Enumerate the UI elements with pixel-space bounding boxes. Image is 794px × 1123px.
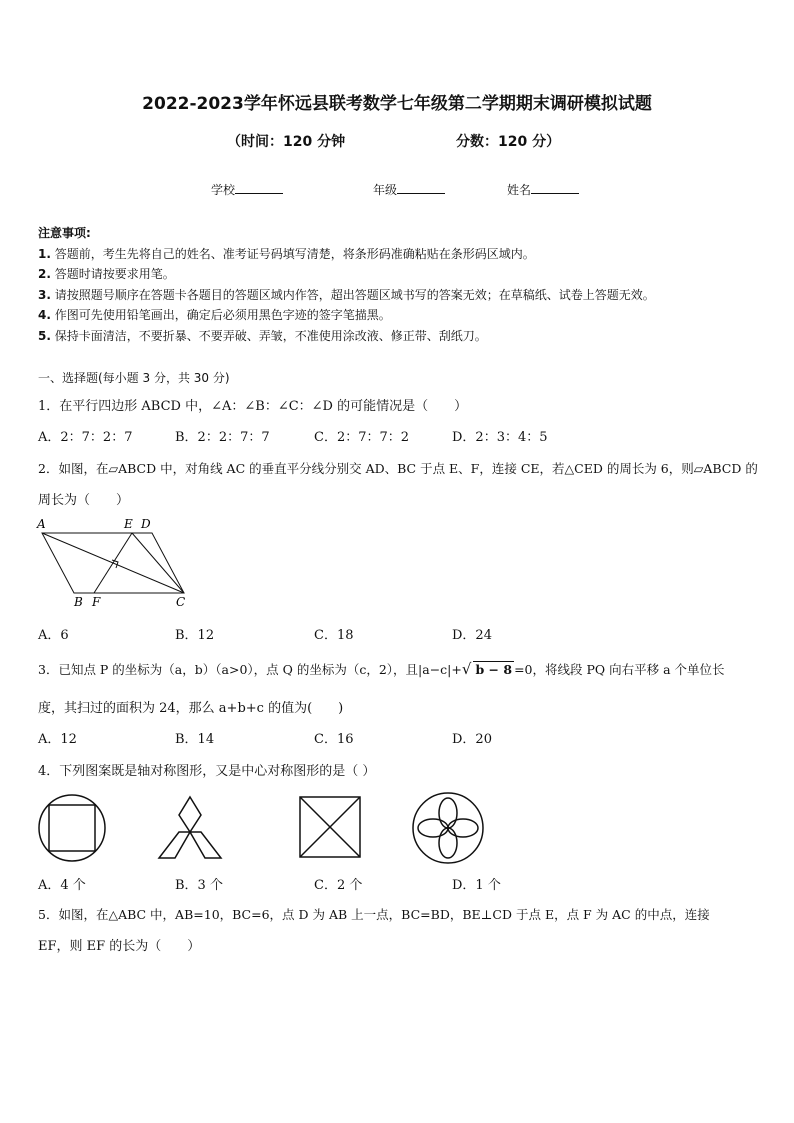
grade-label: 年级 bbox=[373, 183, 398, 197]
label-f: F bbox=[92, 595, 101, 609]
grade-field bbox=[373, 181, 445, 198]
label-d: D bbox=[141, 517, 151, 531]
q3-text-part1: 3．已知点 P 的坐标为（a，b）（a>0），点 Q 的坐标为（c，2），且|a−c|+ bbox=[38, 662, 462, 677]
q4-option-a: A．4 个 bbox=[38, 878, 86, 893]
sqrt-icon: √ bbox=[461, 660, 472, 678]
label-a: A bbox=[37, 517, 46, 531]
label-e: E bbox=[124, 517, 133, 531]
question-3-line2: 度，其扫过的面积为 24，那么 a+b+c 的值为( ) bbox=[38, 701, 344, 716]
note-item: 2. 答题时请按要求用笔。 bbox=[38, 267, 175, 282]
name-blank bbox=[531, 181, 579, 194]
note-item: 5. 保持卡面清洁，不要折暴、不要弄破、弄皱，不准使用涂改液、修正带、刮纸刀。 bbox=[38, 328, 487, 343]
section-heading: 一、选择题(每小题 3 分，共 30 分) bbox=[38, 371, 230, 385]
q4-option-c: C．2 个 bbox=[314, 878, 363, 893]
exam-time: （时间：120 分钟 bbox=[227, 134, 346, 150]
question-5-line2: EF，则 EF 的长为（ ） bbox=[38, 939, 201, 954]
question-2-line2: 周长为（ ） bbox=[38, 493, 130, 508]
q3-text-part2: =0，将线段 PQ 向右平移 a 个单位长 bbox=[514, 662, 725, 677]
q3-option-a: A．12 bbox=[38, 732, 77, 747]
label-c: C bbox=[176, 595, 186, 609]
notes-heading: 注意事项: bbox=[38, 226, 91, 240]
three-rhombus-figure bbox=[155, 794, 227, 862]
question-5-line1: 5．如图，在△ABC 中，AB=10，BC=6，点 D 为 AB 上一点，BC=BD，BE⊥CD 于点 E，点 F 为 AC 的中点，连接 bbox=[38, 907, 710, 922]
note-item: 4. 作图可先使用铅笔画出，确定后必须用黑色字迹的签字笔描黑。 bbox=[38, 308, 391, 323]
q1-option-a: A．2：7：2：7 bbox=[38, 430, 133, 445]
grade-blank bbox=[397, 181, 445, 194]
q3-radicand: b − 8 bbox=[475, 662, 513, 677]
circle-square-figure bbox=[36, 792, 108, 864]
q3-option-c: C．16 bbox=[314, 732, 354, 747]
q2-option-c: C．18 bbox=[314, 628, 354, 643]
school-label: 学校 bbox=[211, 183, 236, 197]
name-label: 姓名 bbox=[507, 183, 532, 197]
school-field bbox=[211, 181, 283, 198]
q2-option-d: D．24 bbox=[452, 628, 492, 643]
square-diagonals-figure bbox=[297, 794, 363, 860]
note-item: 3. 请按照题号顺序在答题卡各题目的答题区域内作答，超出答题区域书写的答案无效；在草稿纸、试卷上答题无效。 bbox=[38, 287, 655, 302]
segment-ce bbox=[132, 533, 184, 593]
question-1-stem: 1．在平行四边形 ABCD 中，∠A：∠B：∠C：∠D 的可能情况是（ ） bbox=[38, 399, 468, 414]
q4-option-b: B．3 个 bbox=[175, 878, 223, 893]
q2-option-a: A．6 bbox=[38, 628, 69, 643]
school-blank bbox=[235, 181, 283, 194]
q1-option-d: D．2：3：4：5 bbox=[452, 430, 548, 445]
q3-option-d: D．20 bbox=[452, 732, 492, 747]
name-field bbox=[507, 181, 579, 198]
q4-option-d: D．1 个 bbox=[452, 878, 501, 893]
q2-option-b: B．12 bbox=[175, 628, 215, 643]
q1-option-c: C．2：7：7：2 bbox=[314, 430, 410, 445]
q3-option-b: B．14 bbox=[175, 732, 215, 747]
note-item: 1. 答题前，考生先将自己的姓名、准考证号码填写清楚，将条形码准确粘贴在条形码区域内。 bbox=[38, 246, 535, 261]
question-2-line1: 2．如图，在▱ABCD 中，对角线 AC 的垂直平分线分别交 AD、BC 于点 E、F，连接 CE，若△CED 的周长为 6，则▱ABCD 的 bbox=[38, 461, 758, 476]
question-4-stem: 4．下列图案既是轴对称图形，又是中心对称图形的是（ ） bbox=[38, 764, 376, 779]
segment-ef bbox=[94, 533, 132, 593]
circle-flower-figure bbox=[410, 790, 486, 866]
exam-score: 分数：120 分） bbox=[456, 134, 561, 150]
parallelogram-figure bbox=[34, 515, 194, 610]
question-3-line1 bbox=[38, 660, 725, 678]
notes-block bbox=[38, 223, 655, 347]
page-title: 2022-2023学年怀远县联考数学七年级第二学期期末调研模拟试题 bbox=[142, 94, 652, 114]
label-b: B bbox=[74, 595, 83, 609]
q1-option-b: B．2：2：7：7 bbox=[175, 430, 270, 445]
